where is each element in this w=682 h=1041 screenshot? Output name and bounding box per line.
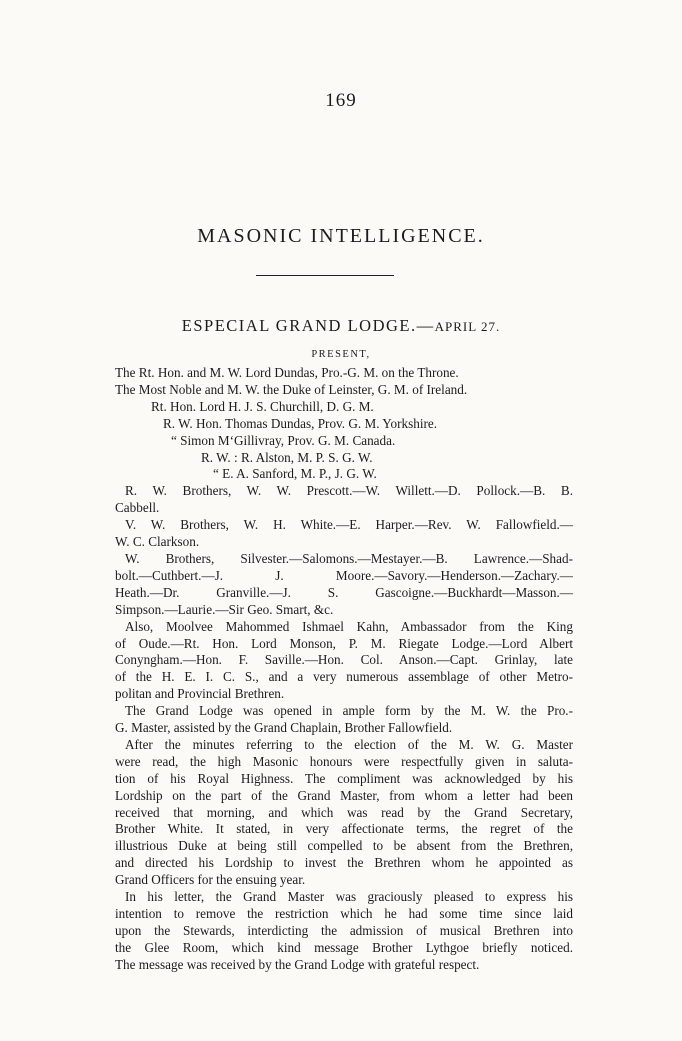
text-line: V. W. Brothers, W. H. White.—E. Harper.—Rev. W. Fallowfield.— [125,517,573,533]
title-divider [256,275,394,276]
text-line: W. C. Clarkson. [115,534,200,550]
text-line: Simpson.—Laurie.—Sir Geo. Smart, &c. [115,601,334,617]
text-line: Cabbell. [115,500,160,516]
text-line: W. Brothers, Silvester.—Salomons.—Mestayer.—B. Lawrence.—Shad- [125,550,573,566]
text-line: The message was received by the Grand Lodge with grateful respect. [115,956,480,972]
text-line: and directed his Lordship to invest the Brethren whom he appointed as [115,855,573,871]
text-line: After the minutes referring to the election of the M. W. G. Master [125,736,573,752]
text-line: Rt. Hon. Lord H. J. S. Churchill, D. G. M. [151,398,374,414]
text-line: The Grand Lodge was opened in ample form by the M. W. the Pro.- [125,703,573,719]
text-line: G. Master, assisted by the Grand Chaplain, Brother Fallowfield. [115,720,453,736]
text-line: In his letter, the Grand Master was graciously pleased to express his [125,889,573,905]
text-line: bolt.—Cuthbert.—J. J. Moore.—Savory.—Henderson.—Zachary.— [115,567,573,583]
text-line: the Glee Room, which kind message Brother Lythgoe briefly noticed. [115,939,573,955]
text-line: received that morning, and which was read by the Grand Secretary, [115,804,573,820]
section-heading [0,316,682,336]
text-line: illustrious Duke at being still compelled to be absent from the Brethren, [115,838,573,854]
section-title: ESPECIAL GRAND LODGE.— [181,316,435,335]
text-line: politan and Provincial Brethren. [115,686,285,702]
text-line: tion of his Royal Highness. The compliment was acknowledged by his [115,770,573,786]
text-line: upon the Stewards, interdicting the admission of musical Brethren into [115,922,573,938]
text-line: of the H. E. I. C. S., and a very numerous assemblage of other Metro- [115,669,573,685]
main-title: MASONIC INTELLIGENCE. [197,225,485,247]
text-line: The Most Noble and M. W. the Duke of Leinster, G. M. of Ireland. [115,381,468,397]
text-line: Brother White. It stated, in very affectionate terms, the regret of the [115,821,573,837]
text-line: R. W. Hon. Thomas Dundas, Prov. G. M. Yorkshire. [163,415,438,431]
text-line: were read, the high Masonic honours were respectfully given in saluta- [115,753,573,769]
section-date: APRIL 27. [434,319,501,334]
text-line: of Oude.—Rt. Hon. Lord Monson, P. M. Riegate Lodge.—Lord Albert [115,635,573,651]
text-line: R. W. : R. Alston, M. P. S. G. W. [201,449,373,465]
text-line: R. W. Brothers, W. W. Prescott.—W. Willett.—D. Pollock.—B. B. [125,483,573,499]
text-line: Also, Moolvee Mahommed Ishmael Kahn, Ambassador from the King [125,618,573,634]
body-text [115,365,573,974]
text-line: Grand Officers for the ensuing year. [115,872,306,888]
text-line: “ Simon M‘Gillivray, Prov. G. M. Canada. [171,432,396,448]
text-line: Heath.—Dr. Granville.—J. S. Gascoigne.—Buckhardt—Masson.— [115,584,573,600]
page-number: 169 [325,90,357,111]
text-line: Conyngham.—Hon. F. Saville.—Hon. Col. Anson.—Capt. Grinlay, late [115,652,573,668]
text-line: Lordship on the part of the Grand Master, from whom a letter had been [115,787,573,803]
text-line: intention to remove the restriction which he had some time since laid [115,906,573,921]
text-line: The Rt. Hon. and M. W. Lord Dundas, Pro.-G. M. on the Throne. [115,365,459,380]
text-line: “ E. A. Sanford, M. P., J. G. W. [213,466,377,482]
present-label: PRESENT, [311,349,371,360]
